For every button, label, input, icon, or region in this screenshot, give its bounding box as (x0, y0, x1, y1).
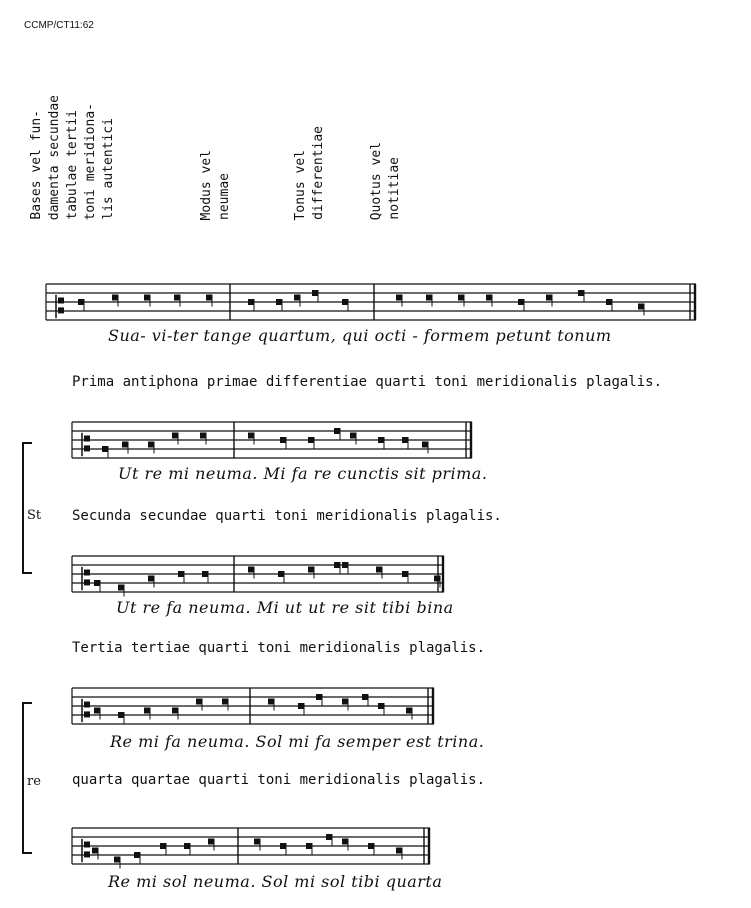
neume (316, 694, 322, 700)
neume (368, 843, 374, 849)
neume (196, 699, 202, 705)
neume (298, 703, 304, 709)
clef-mark (84, 436, 90, 442)
neume (376, 567, 382, 573)
neume (486, 295, 492, 301)
neume (102, 446, 108, 452)
neume (134, 852, 140, 858)
neume (362, 694, 368, 700)
neume (378, 437, 384, 443)
clef-mark (84, 851, 90, 857)
neume (248, 567, 254, 573)
neume (202, 571, 208, 577)
heading-line: Bases vel fun- (29, 110, 44, 220)
neume (402, 571, 408, 577)
section-caption: quarta quartae quarti toni meridionalis plagalis. (72, 772, 486, 788)
clef-mark (84, 711, 90, 717)
neume (118, 712, 124, 718)
neume (172, 708, 178, 714)
neume (208, 839, 214, 845)
neume (114, 857, 120, 863)
neume (378, 703, 384, 709)
clef-mark (58, 307, 64, 313)
section-caption: Tertia tertiae quarti toni meridionalis plagalis. (72, 640, 486, 656)
neume (334, 428, 340, 434)
neume (122, 442, 128, 448)
lyric-line: Ut re fa neuma. Mi ut ut re sit tibi bina (116, 598, 454, 617)
neume (458, 295, 464, 301)
clef-mark (58, 298, 64, 304)
neume (342, 699, 348, 705)
neume (148, 442, 154, 448)
neume (172, 433, 178, 439)
neume (546, 295, 552, 301)
music-staff-1 (72, 420, 472, 462)
neume (276, 299, 282, 305)
clef-mark (84, 570, 90, 576)
neume (278, 571, 284, 577)
margin-label: re (27, 774, 41, 789)
neume (112, 295, 118, 301)
neume (326, 834, 332, 840)
music-staff-0 (46, 282, 696, 324)
neume (638, 304, 644, 310)
neume (92, 848, 98, 854)
neume (434, 576, 440, 582)
neume (174, 295, 180, 301)
heading-modus (198, 70, 238, 220)
neume (248, 299, 254, 305)
neume (148, 576, 154, 582)
section-caption: Secunda secundae quarti toni meridionalis plagalis. (72, 508, 502, 524)
clef-mark (84, 842, 90, 848)
neume (78, 299, 84, 305)
page-reference: CCMP/CT11:62 (24, 20, 94, 31)
heading-line: toni meridiona- (83, 102, 98, 220)
neume (426, 295, 432, 301)
music-staff-3 (72, 686, 434, 728)
neume (308, 567, 314, 573)
heading-line: notitiae (387, 157, 402, 220)
heading-line: damenta secundae (47, 94, 62, 220)
neume (342, 299, 348, 305)
neume (94, 708, 100, 714)
heading-line: differentiae (311, 126, 326, 220)
lyric-line: Re mi sol neuma. Sol mi sol tibi quarta (108, 872, 443, 891)
neume (160, 843, 166, 849)
neume (334, 562, 340, 568)
neume (268, 699, 274, 705)
music-staff-2 (72, 554, 444, 596)
clef-mark (84, 445, 90, 451)
neume (118, 585, 124, 591)
neume (406, 708, 412, 714)
neume (396, 848, 402, 854)
clef-mark (84, 702, 90, 708)
neume (184, 843, 190, 849)
neume (578, 290, 584, 296)
neume (350, 433, 356, 439)
neume (178, 571, 184, 577)
lyric-line: Sua- vi-ter tange quartum, qui octi - formem petunt tonum (108, 326, 612, 345)
heading-line: neumae (217, 173, 232, 220)
neume (294, 295, 300, 301)
neume (206, 295, 212, 301)
section-caption: Prima antiphona primae differentiae quarti toni meridionalis plagalis. (72, 374, 663, 390)
neume (144, 295, 150, 301)
lyric-line: Ut re mi neuma. Mi fa re cunctis sit prima. (118, 464, 488, 483)
lyric-line: Re mi fa neuma. Sol mi fa semper est trina. (110, 732, 485, 751)
heading-line: Tonus vel (293, 149, 308, 220)
neume (222, 699, 228, 705)
music-staff-4 (72, 826, 430, 868)
clef-mark (84, 579, 90, 585)
neume (342, 839, 348, 845)
heading-line: tabulae tertii (65, 110, 80, 220)
neume (518, 299, 524, 305)
neume (144, 708, 150, 714)
heading-line: Modus vel (199, 149, 214, 220)
neume (280, 843, 286, 849)
heading-bases (28, 70, 128, 220)
neume (396, 295, 402, 301)
neume (248, 433, 254, 439)
heading-line: lis autentici (101, 118, 116, 220)
neume (422, 442, 428, 448)
neume (402, 437, 408, 443)
heading-quotus (368, 70, 408, 220)
neume (306, 843, 312, 849)
neume (342, 562, 348, 568)
margin-label: St (27, 508, 42, 523)
neume (312, 290, 318, 296)
heading-line: Quotus vel (369, 141, 384, 220)
neume (254, 839, 260, 845)
neume (308, 437, 314, 443)
neume (200, 433, 206, 439)
heading-tonus (292, 70, 332, 220)
neume (94, 580, 100, 586)
neume (280, 437, 286, 443)
neume (606, 299, 612, 305)
